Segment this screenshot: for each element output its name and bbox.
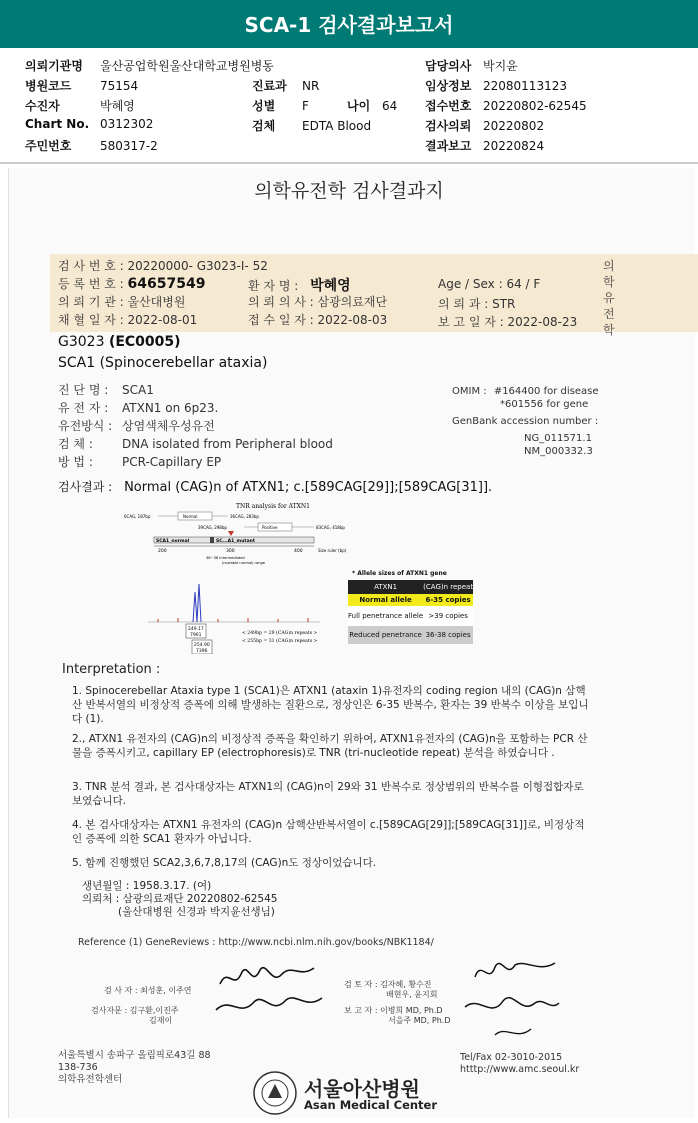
field-label: 주민번호 <box>25 139 72 153</box>
marker-arrow <box>228 531 234 536</box>
result-label: 검사결과 : <box>58 480 113 494</box>
address-line: 138-736 <box>58 1062 98 1073</box>
field-label: 진료과 <box>252 79 287 93</box>
allele-table <box>348 580 473 644</box>
extra-line: 의뢰처 : 삼광의료재단 20220802-62545 <box>82 893 278 905</box>
field-value: EDTA Blood <box>302 119 372 133</box>
reviewer-label: 검 토 자 : <box>344 980 378 989</box>
info-label: 방 법 : <box>58 455 93 469</box>
field-value: 580317-2 <box>100 139 158 153</box>
field-label: 수진자 <box>25 99 60 113</box>
allele-cell: Full penetrance allele <box>348 612 424 620</box>
info-value: 상염색체우성유전 <box>122 419 215 433</box>
allele-cell: 36-38 copies <box>425 631 471 639</box>
tester: 최성훈, 이주연 <box>140 986 192 995</box>
field-value: NR <box>302 79 320 93</box>
field-value: 22080113123 <box>483 79 567 93</box>
omim-block <box>452 385 598 458</box>
field-label: 임상정보 <box>425 79 472 93</box>
header-mid <box>252 77 397 137</box>
tick-400: 400 <box>294 549 303 554</box>
age-value: 64 <box>382 99 398 113</box>
peak1-height: 7961 <box>190 633 202 638</box>
receive-date: 2022-08-03 <box>317 313 388 327</box>
inst: 울산대병원 <box>127 295 186 309</box>
band-label: Age / Sex : <box>438 277 503 291</box>
peak2-size: 254.90 <box>194 643 210 648</box>
band-label: 의 뢰 과 : <box>438 297 489 311</box>
band-label: 의 뢰 의 사 : <box>248 295 314 309</box>
info-value: SCA1 <box>122 383 154 397</box>
repeat-note-2: < 255bp = 31 (CAG)n repeats > <box>242 639 318 644</box>
field-label: 병원코드 <box>25 79 72 93</box>
bar-normal-label: SCA1_normal <box>156 539 190 544</box>
advisor: 김구환,이진주 <box>129 1006 179 1015</box>
allele-cell: 6-35 copies <box>425 596 471 604</box>
address-line: 의학유전학센터 <box>58 1074 123 1085</box>
test-info <box>58 381 333 471</box>
field-label: 검사의뢰 <box>425 119 472 133</box>
interp-5: 5. 함께 진행했던 SCA2,3,6,7,8,17의 (CAG)n도 정상이었습니다. <box>72 857 377 869</box>
field-value: 20220824 <box>483 139 545 153</box>
hospital-name-en: Asan Medical Center <box>304 1098 438 1112</box>
omim-gene-text: for gene <box>546 399 589 410</box>
address-line: 서울특별시 송파구 올림픽로43길 88 <box>58 1050 211 1061</box>
omim-disease: #164400 <box>493 386 541 397</box>
reporter: 이병희 MD, Ph.D <box>380 1006 443 1015</box>
report-date: 2022-08-23 <box>507 315 578 329</box>
band-label: 검 사 번 호 : <box>58 259 124 273</box>
figure-title: TNR analysis for ATXN1 <box>236 503 310 510</box>
test-code: G3023 <box>58 334 105 350</box>
accession-2: NM_000332.3 <box>524 446 593 457</box>
age-label: 나이 <box>347 99 371 113</box>
omim-disease-text: for disease <box>543 386 599 397</box>
field-value: 75154 <box>100 79 139 93</box>
field-value: 울산공업학원울산대학교병원병동 <box>100 59 274 73</box>
field-label: 성별 <box>252 99 276 113</box>
normal-label: Normal <box>183 514 198 519</box>
interp-1: 1. Spinocerebellar Ataxia type 1 (SCA1)은 ATXN1 (ataxin 1)유전자의 coding region 내의 (CAG)n 삼핵산 반복서열의 비정상적 증폭에 의해 발생하는 질환으로, 정상인은 6-35 반복수, 환자는 39 반복수 이상을 보입니다 (1). <box>72 685 589 725</box>
reporter-2: 서을주 MD, Ph.D <box>388 1016 451 1025</box>
extra-line: 생년월일 : 1958.3.17. (여) <box>82 880 212 892</box>
field-label: 검체 <box>252 119 276 133</box>
advisor-label: 검사자문 : <box>91 1006 128 1015</box>
extra-line: (울산대병원 신경과 박지윤선생님) <box>118 906 275 918</box>
figure-right-label: 83CAG, 418bp <box>316 525 345 530</box>
header-left <box>25 57 274 157</box>
info-value: ATXN1 on 6p23. <box>122 401 219 415</box>
figure-left-label: 6CAG, 187bp <box>124 514 151 519</box>
genbank-label: GenBank accession number : <box>452 416 599 427</box>
field-label: 의뢰기관명 <box>25 59 83 73</box>
omim-gene: *601556 <box>500 399 544 410</box>
band-label: 보 고 일 자 : <box>438 315 504 329</box>
doctor: 삼광의료재단 <box>317 295 388 309</box>
reporter-label: 보 고 자 : <box>344 1006 378 1015</box>
field-label: 결과보고 <box>425 139 472 153</box>
asan-logo-icon <box>252 1070 298 1116</box>
allele-cell: >39 copies <box>428 612 468 620</box>
band-label: 환 자 명 : <box>248 279 299 293</box>
electropherogram <box>148 572 338 654</box>
field-value: F <box>302 99 309 113</box>
header-right <box>425 57 587 157</box>
field-value: 20220802 <box>483 119 545 133</box>
interp-4: 4. 본 검사대상자는 ATXN1 유전자의 (CAG)n 삼핵산반복서열이 c.[589CAG[29]];[589CAG[31]]로, 비정상적인 증폭에 의한 SCA1 환자가 아닙니다. <box>72 819 585 845</box>
field-value: 박지윤 <box>483 59 518 73</box>
positive-label: Positive <box>262 525 278 530</box>
report-title: SCA-1 검사결과보고서 <box>0 0 698 48</box>
band-label: 채 혈 일 자 : <box>58 313 124 327</box>
field-label: 접수번호 <box>425 99 472 113</box>
info-label: 유전방식 : <box>58 419 113 433</box>
tick-200: 200 <box>158 549 167 554</box>
intermediate-label: 36~38 intermediated <box>206 556 245 560</box>
peak2-height: 7396 <box>196 649 208 654</box>
field-value: 20220802-62545 <box>483 99 587 113</box>
bar-mutant-label: SC...A1_mutant <box>216 539 255 544</box>
band-label: 접 수 일 자 : <box>248 313 314 327</box>
signature-right <box>455 955 565 1041</box>
band-label: 의 뢰 기 관 : <box>58 295 124 309</box>
footer-contact <box>460 1052 579 1076</box>
footer-address <box>58 1050 211 1086</box>
info-label: 진 단 명 : <box>58 383 109 397</box>
interp-title: Interpretation : <box>62 662 161 677</box>
exam-no: 20220000- G3023-I- 52 <box>127 259 268 273</box>
intermediate-label-2: (mutable normal) range <box>222 561 266 565</box>
collect-date: 2022-08-01 <box>127 313 198 327</box>
info-value: PCR-Capillary EP <box>122 455 222 469</box>
reference: Reference (1) GeneReviews : http://www.ncbi.nlm.nih.gov/books/NBK1184/ <box>78 937 434 948</box>
peak-trace <box>193 584 201 622</box>
reg-no: 64657549 <box>127 276 206 292</box>
interp-2: 2., ATXN1 유전자의 (CAG)n의 비정상적 증폭을 확인하기 위하여, ATXN1유전자의 (CAG)n을 포함하는 PCR 산물을 증폭시키고, capillary EP (electrophoresis)로 TNR (tri-nucleotide repeat) 분석을 하였습니다 . <box>72 733 588 759</box>
interp-3: 3. TNR 분석 결과, 본 검사대상자는 ATXN1의 (CAG)n이 29와 31 반복수로 정상범위의 반복수를 이형접합자로 보였습니다. <box>72 781 584 807</box>
tester-label: 검 사 자 : <box>104 986 138 995</box>
signature-left <box>210 958 330 1030</box>
allele-title: * Allele sizes of ATXN1 gene <box>352 570 447 577</box>
website: htttp://www.amc.seoul.kr <box>460 1064 580 1075</box>
repeat-note-1: < 249bp = 29 (CAG)n repeats > <box>242 631 318 636</box>
allele-cell: Reduced penetrance <box>349 631 422 639</box>
dept: STR <box>492 297 516 311</box>
side-label: 의학유전학 <box>603 259 615 337</box>
patient-name: 박혜영 <box>310 278 351 294</box>
figure-mid-label: 36CAG, 283bp <box>230 514 259 519</box>
info-label: 검 체 : <box>58 437 93 451</box>
result-text: Normal (CAG)n of ATXN1; c.[589CAG[29]];[589CAG[31]]. <box>124 480 493 495</box>
test-code2: (EC0005) <box>108 334 181 350</box>
info-label: 유 전 자 : <box>58 401 109 415</box>
reviewer-2: 배현우, 윤지회 <box>386 990 438 999</box>
field-label: Chart No. <box>25 117 90 131</box>
test-name: SCA1 (Spinocerebellar ataxia) <box>58 355 268 371</box>
accession-1: NG_011571.1 <box>524 433 592 444</box>
tnr-figure <box>118 500 358 572</box>
tick-300: 300 <box>226 549 235 554</box>
reviewer: 김자혜, 황수진 <box>380 980 432 989</box>
field-value: 박혜영 <box>100 99 135 113</box>
allele-head: ATXN1 <box>374 583 398 591</box>
band-label: 등 록 번 호 : <box>58 277 124 291</box>
allele-head: (CAG)n repeat <box>423 583 474 591</box>
field-value: 0312302 <box>100 117 154 131</box>
figure-mid2-label: 39CAG, 298bp <box>198 525 227 530</box>
doc-title: 의학유전학 검사결과지 <box>254 180 444 202</box>
omim-label: OMIM : <box>452 386 487 397</box>
peak1-size: 249.17 <box>188 627 204 632</box>
info-value: DNA isolated from Peripheral blood <box>122 437 333 451</box>
ruler-label: Size ruler (bp) <box>318 548 347 553</box>
advisor-2: 김재이 <box>149 1016 173 1025</box>
allele-cell: Normal allele <box>359 596 412 604</box>
extra-info <box>82 880 277 919</box>
size-bar-marker <box>210 537 214 543</box>
field-label: 담당의사 <box>425 59 472 73</box>
hospital-name-kr: 서울아산병원 <box>304 1077 420 1101</box>
header-divider <box>0 162 698 164</box>
tel: Tel/Fax 02-3010-2015 <box>460 1052 563 1063</box>
age-sex: 64 / F <box>506 277 541 291</box>
